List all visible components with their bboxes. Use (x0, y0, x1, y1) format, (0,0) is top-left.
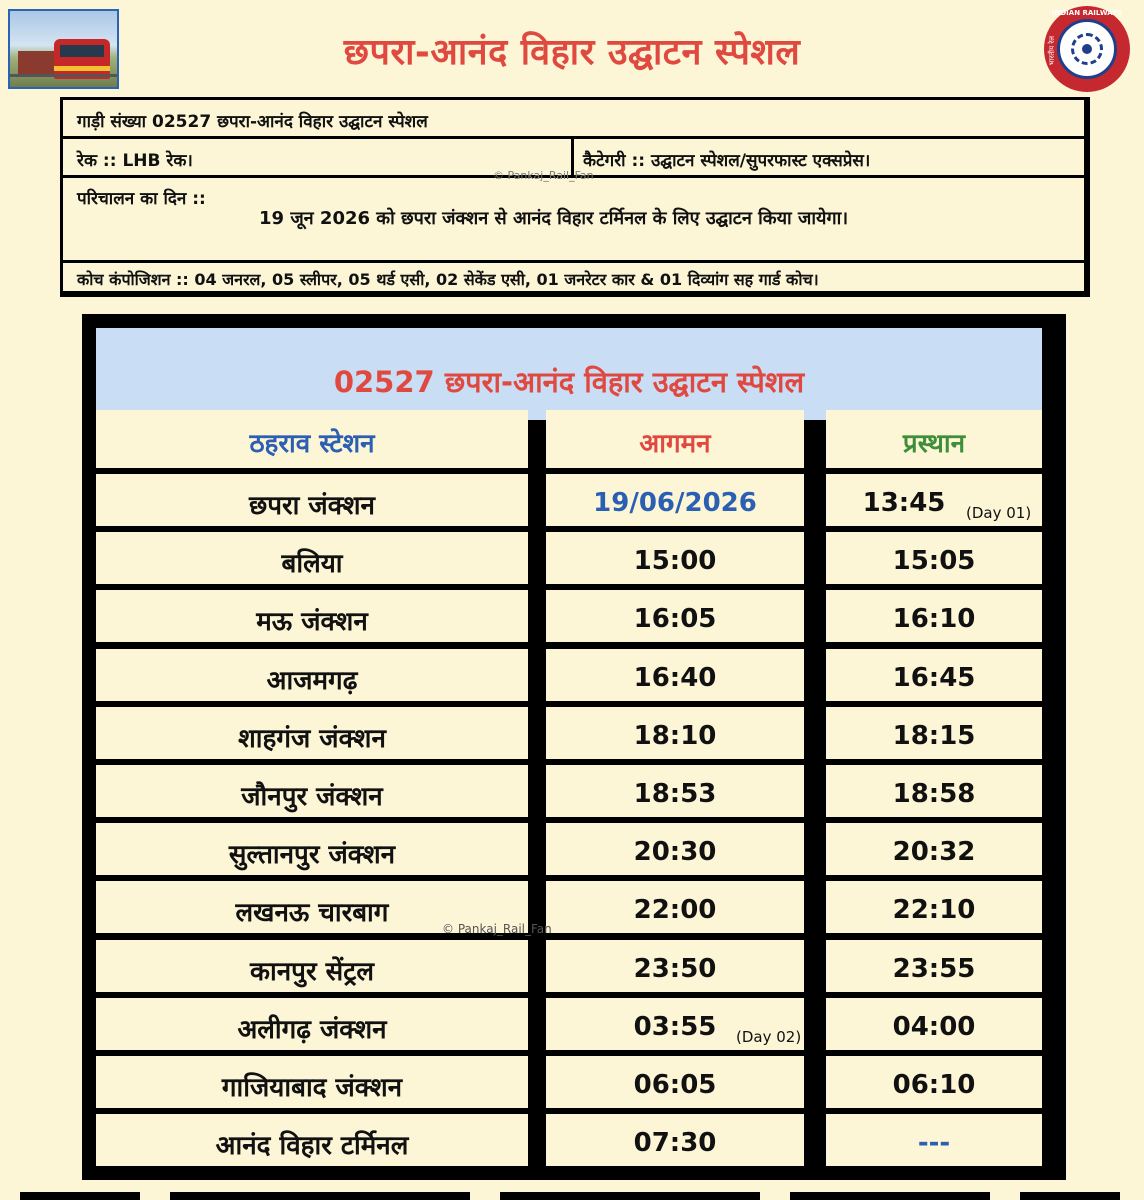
station-cell (96, 998, 528, 1050)
arrival-time: 07:30 (633, 1128, 717, 1158)
arrival-time: 18:53 (633, 779, 717, 809)
station-cell (96, 765, 528, 817)
station-name: आनंद विहार टर्मिनल (215, 1131, 409, 1161)
departure-cell (826, 707, 1042, 759)
departure-cell (826, 1114, 1042, 1166)
arrival-time: 23:50 (633, 954, 717, 984)
departure-cell (826, 474, 1042, 526)
departure-time: 18:15 (892, 721, 976, 751)
departure-cell (826, 940, 1042, 992)
arrival-cell (546, 940, 804, 992)
departure-cell (826, 590, 1042, 642)
indian-railways-logo (1044, 6, 1130, 92)
station-cell (96, 474, 528, 526)
station-cell (96, 590, 528, 642)
station-cell (96, 707, 528, 759)
watermark: © Pankaj_Rail_Fan (493, 169, 594, 182)
station-cell (96, 532, 528, 584)
operation-days-label: परिचालन का दिन :: (77, 189, 206, 209)
page-title: छपरा-आनंद विहार उद्घाटन स्पेशल (343, 32, 801, 73)
arrival-time: 15:00 (633, 546, 717, 576)
header-arrival (546, 410, 804, 468)
departure-time: 20:32 (892, 837, 976, 867)
header-departure (826, 410, 1042, 468)
category: कैटेगरी :: उद्घाटन स्पेशल/सुपरफास्ट एक्सप्रेस। (583, 151, 871, 171)
timetable-watermark: © Pankaj_Rail_Fan (442, 922, 552, 936)
departure-cell (826, 881, 1042, 933)
timetable-title-bar (96, 328, 1042, 420)
arrival-time: 22:00 (633, 895, 717, 925)
timetable-title: 02527 छपरा-आनंद विहार उद्घाटन स्पेशल (333, 365, 805, 399)
train-number-label: गाड़ी संख्या 02527 छपरा-आनंद विहार उद्घाटन स्पेशल (77, 112, 428, 132)
arrival-time: 20:30 (633, 837, 717, 867)
arrival-cell (546, 998, 804, 1050)
departure-time: 13:45 (862, 488, 946, 518)
arrival-cell (546, 823, 804, 875)
arrival-time: 16:05 (633, 604, 717, 634)
arrival-cell (546, 649, 804, 701)
header-station (96, 410, 528, 468)
departure-time: 23:55 (892, 954, 976, 984)
station-name: लखनऊ चारबाग (235, 898, 389, 928)
arrival-cell (546, 1114, 804, 1166)
header-arrival-label: आगमन (639, 429, 711, 459)
station-name: मऊ जंक्शन (256, 607, 368, 637)
arrival-day-note: (Day 02) (736, 1028, 802, 1046)
station-cell (96, 823, 528, 875)
station-name: छपरा जंक्शन (249, 491, 375, 521)
arrival-time: 03:55 (633, 1012, 717, 1042)
arrival-cell (546, 707, 804, 759)
bottom-border (0, 1190, 1144, 1200)
train-info-table (60, 97, 1090, 297)
station-cell (96, 1056, 528, 1108)
departure-time: --- (917, 1128, 951, 1158)
departure-cell (826, 1056, 1042, 1108)
departure-time: 16:10 (892, 604, 976, 634)
arrival-cell (546, 1056, 804, 1108)
arrival-cell (546, 532, 804, 584)
station-name: कानपुर सेंट्रल (250, 957, 374, 987)
info-row-train (63, 100, 1084, 139)
arrival-cell (546, 590, 804, 642)
timetable (82, 314, 1066, 1180)
logo-text: INDIAN RAILWAYS (1051, 9, 1123, 17)
header-station-label: ठहराव स्टेशन (249, 429, 375, 459)
departure-time: 22:10 (892, 895, 976, 925)
info-row-composition (63, 263, 1084, 294)
arrival-time: 18:10 (633, 721, 717, 751)
station-cell (96, 1114, 528, 1166)
station-name: सुल्तानपुर जंक्शन (228, 840, 396, 870)
departure-time: 15:05 (892, 546, 976, 576)
arrival-cell (546, 765, 804, 817)
departure-cell (826, 532, 1042, 584)
departure-time: 18:58 (892, 779, 976, 809)
station-name: बलिया (281, 549, 343, 579)
station-name: जौनपुर जंक्शन (241, 782, 383, 812)
arrival-time: 16:40 (633, 663, 717, 693)
departure-time: 16:45 (892, 663, 976, 693)
arrival-time: 06:05 (633, 1070, 717, 1100)
logo-text-hindi: भारतीय रेल (1048, 36, 1056, 66)
station-name: आजमगढ़ (266, 666, 358, 696)
arrival-cell (546, 881, 804, 933)
coach-composition: कोच कंपोजिशन :: 04 जनरल, 05 स्लीपर, 05 थर्ड एसी, 02 सेकेंड एसी, 01 जनरेटर कार & 01 दिव्यांग सह गार्ड कोच। (77, 270, 819, 289)
station-name: अलीगढ़ जंक्शन (237, 1015, 387, 1045)
station-cell (96, 940, 528, 992)
station-name: गाजियाबाद जंक्शन (221, 1073, 403, 1103)
departure-cell (826, 998, 1042, 1050)
departure-time: 04:00 (892, 1012, 976, 1042)
station-name: शाहगंज जंक्शन (238, 724, 386, 754)
info-row-operation-days (63, 178, 1084, 263)
arrival-cell (546, 474, 804, 526)
departure-time: 06:10 (892, 1070, 976, 1100)
rake-type: रेक :: LHB रेक। (77, 151, 193, 171)
arrival-time: 19/06/2026 (593, 488, 757, 518)
departure-cell (826, 649, 1042, 701)
operation-days-text: 19 जून 2026 को छपरा जंक्शन से आनंद विहार टर्मिनल के लिए उद्घाटन किया जायेगा। (259, 208, 849, 229)
header-departure-label: प्रस्थान (902, 429, 966, 459)
info-row-rake-category (63, 139, 1084, 182)
departure-day-note: (Day 01) (966, 504, 1032, 522)
station-cell (96, 649, 528, 701)
departure-cell (826, 765, 1042, 817)
departure-cell (826, 823, 1042, 875)
